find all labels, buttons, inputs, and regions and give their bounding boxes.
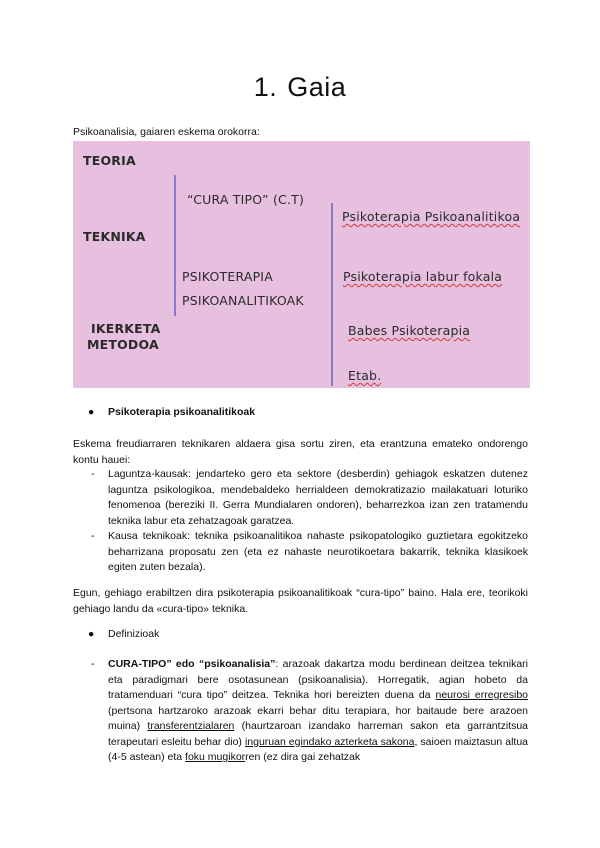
bullet-icon: ● <box>88 406 95 418</box>
label-metodoa: METODOA <box>87 337 159 352</box>
definition-text <box>108 657 528 766</box>
bullet-label: Psikoterapia psikoanalitikoak <box>108 406 256 418</box>
label-teoria: TEORIA <box>83 153 136 168</box>
list-item-text: Laguntza-kausak: jendarteko gero eta sektore (desberdin) gehiagok eskatzen dutenez laguntza psikologikoa, mendebaldeko herrialdeen demokratizazio mailakatuari loturiko fenomenoa (bereziki II. Gerra Mundialaren ondoren), beharrezkoa izan zen tratamendu teknika labur eta zehatzagoak garatzea. <box>108 468 528 527</box>
section1-paragraph: Eskema freudiarraren teknikaren aldaera gisa sortu ziren, eta erantzuna emateko ondorengo kontu hauei: <box>73 438 528 466</box>
section1-closing: Egun, gehiago erabiltzen dira psikoterapia psikoanalitikoak “cura-tipo” baino. Hala ere, teorikoki gehiago landu da «cura-tipo» teknika. <box>73 587 528 615</box>
dash-marker: - <box>91 530 95 542</box>
definition-part: , saioen maiztasun altua (4-5 astean) eta <box>108 735 528 763</box>
right-item-2: Psikoterapia labur fokala <box>343 269 503 284</box>
list-item <box>91 529 528 576</box>
definition-part: (haurtzaroan izandako harreman sakon eta garrantzitsua terapeutari esleitu behar dio) <box>108 720 528 748</box>
definition-part: (pertsona hartzaroko arazoak ekarri behar ditu terapiara, hor baitaude bere arazoen muina) <box>108 704 528 732</box>
underlined-term: transferentzialaren <box>147 720 235 732</box>
list-item <box>91 467 528 529</box>
label-teknika: TEKNIKA <box>83 229 146 244</box>
definition-item <box>91 657 528 766</box>
bullet-definizioak <box>88 628 159 640</box>
bullet-label: Definizioak <box>108 628 160 640</box>
underlined-term: foku mugikor <box>185 751 246 763</box>
definition-part: : arazoak dakartza modu berdinean deitzea teknikari eta paradigmari bere osotasunean (psikoanalisia). Horregatik, agian hobeto da tratamenduari “cura tipo” deitzea. Teknika hori bereizten duena da <box>108 658 528 701</box>
list-item-text: Kausa teknikoak: teknika psikoanalitikoa nahaste psikopatologiko guztietara egokitzeko beharrizana proposatu zen (eta ez nahaste neurotikoetara bakarrik, teknika klasikoek egiten zuten bezala). <box>108 530 528 573</box>
definition-term: CURA-TIPO” edo “psikoanalisia” <box>108 658 276 670</box>
scheme-diagram <box>73 141 530 388</box>
heading-number: 1. <box>253 72 278 102</box>
underlined-term: neurosi erregresibo <box>435 689 529 701</box>
divider-line-left <box>174 175 176 316</box>
dash-marker: - <box>91 658 95 670</box>
right-item-1: Psikoterapia Psikoanalitikoa <box>342 209 521 224</box>
divider-line-right <box>331 203 333 386</box>
dash-marker: - <box>91 468 95 480</box>
intro-text: Psikoanalisia, gaiaren eskema orokorra: <box>73 126 260 138</box>
heading-text: Gaia <box>287 72 347 102</box>
bullet-icon: ● <box>88 628 95 640</box>
page-title <box>0 72 600 103</box>
psikoterapia-label: PSIKOTERAPIA <box>182 269 273 284</box>
label-ikerketa: IKERKETA <box>91 321 161 336</box>
bullet-psikoterapia <box>88 406 255 418</box>
definition-part: ren (ez dira gai zehatzak <box>245 751 361 763</box>
underlined-term: inguruan egindako azterketa sakona <box>244 735 415 748</box>
right-item-4: Etab. <box>348 368 382 383</box>
psikoanalitikoak-label: PSIKOANALITIKOAK <box>182 293 304 308</box>
cura-tipo-label: “CURA TIPO” (C.T) <box>187 192 305 207</box>
right-item-3: Babes Psikoterapia <box>348 323 471 338</box>
